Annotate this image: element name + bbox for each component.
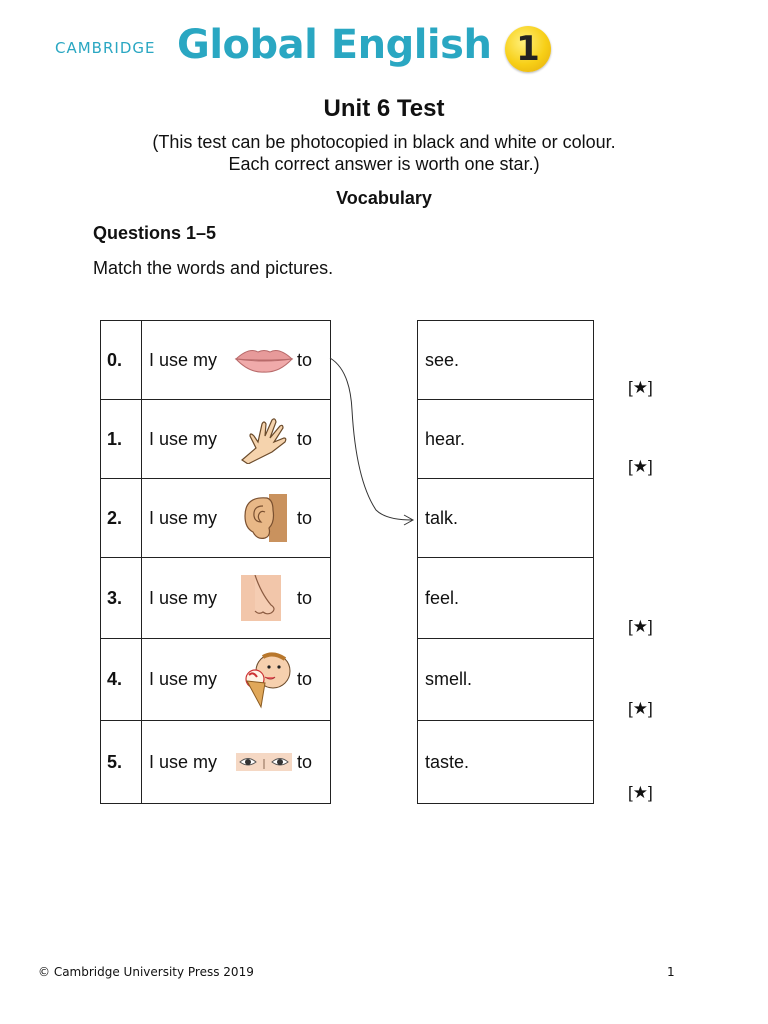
item-number: 4. (101, 639, 142, 721)
subtitle-line-2: Each correct answer is worth one star.) (228, 154, 540, 174)
item-phrase (142, 721, 331, 804)
subtitle-line-1: (This test can be photocopied in black and white or colour. (152, 132, 616, 152)
nose-icon (233, 570, 295, 626)
phrase-start: I use my (149, 349, 218, 370)
instruction-text: Match the words and pictures. (93, 258, 334, 278)
phrase-end: to (297, 751, 313, 772)
page-title: Unit 6 Test (323, 95, 445, 122)
page-number: 1 (667, 965, 675, 979)
tongue-icecream-icon (233, 652, 295, 708)
phrase-start: I use my (149, 669, 218, 689)
item-phrase (142, 400, 331, 479)
phrase-end: to (297, 507, 313, 528)
phrase-start: I use my (149, 751, 218, 772)
eyes-icon (233, 734, 295, 790)
ear-icon (233, 490, 295, 546)
star-mark-3: [★] (628, 617, 653, 636)
page-subtitle (0, 131, 768, 175)
answer-cell: smell. (418, 639, 594, 721)
phrase-end: to (297, 587, 313, 608)
sentence-table (100, 320, 331, 804)
item-phrase (142, 639, 331, 721)
phrase-start: I use my (149, 428, 218, 449)
answer-cell: feel. (418, 558, 594, 639)
section-heading: Vocabulary (336, 188, 432, 208)
table-row (101, 321, 331, 400)
copyright-footer: © Cambridge University Press 2019 (38, 965, 254, 979)
phrase-end: to (297, 428, 313, 449)
level-number: 1 (516, 29, 540, 69)
page-header (55, 22, 555, 78)
answer-cell: see. (418, 321, 594, 400)
table-row (101, 639, 331, 721)
brand-cambridge: CAMBRIDGE (55, 39, 156, 57)
star-mark-5: [★] (628, 783, 653, 802)
item-number: 5. (101, 721, 142, 804)
table-row (101, 558, 331, 639)
item-phrase (142, 479, 331, 558)
phrase-start: I use my (149, 507, 218, 528)
answer-table (417, 320, 594, 804)
phrase-end: to (297, 349, 313, 370)
item-number: 0. (101, 321, 142, 400)
star-mark-2: [★] (628, 457, 653, 476)
questions-heading: Questions 1–5 (93, 223, 217, 243)
example-match-arrow (320, 350, 424, 530)
phrase-end: to (297, 669, 313, 689)
table-row (101, 721, 331, 804)
item-number: 3. (101, 558, 142, 639)
star-mark-4: [★] (628, 699, 653, 718)
item-phrase (142, 558, 331, 639)
hand-icon (233, 411, 295, 467)
table-row (101, 400, 331, 479)
table-row (101, 479, 331, 558)
answer-cell: hear. (418, 400, 594, 479)
phrase-start: I use my (149, 587, 218, 608)
item-number: 2. (101, 479, 142, 558)
answer-cell: talk. (418, 479, 594, 558)
lips-icon (233, 332, 295, 388)
answer-cell: taste. (418, 721, 594, 804)
star-mark-1: [★] (628, 378, 653, 397)
level-badge (505, 26, 551, 72)
item-phrase (142, 321, 331, 400)
brand-title: Global English (177, 22, 492, 68)
item-number: 1. (101, 400, 142, 479)
